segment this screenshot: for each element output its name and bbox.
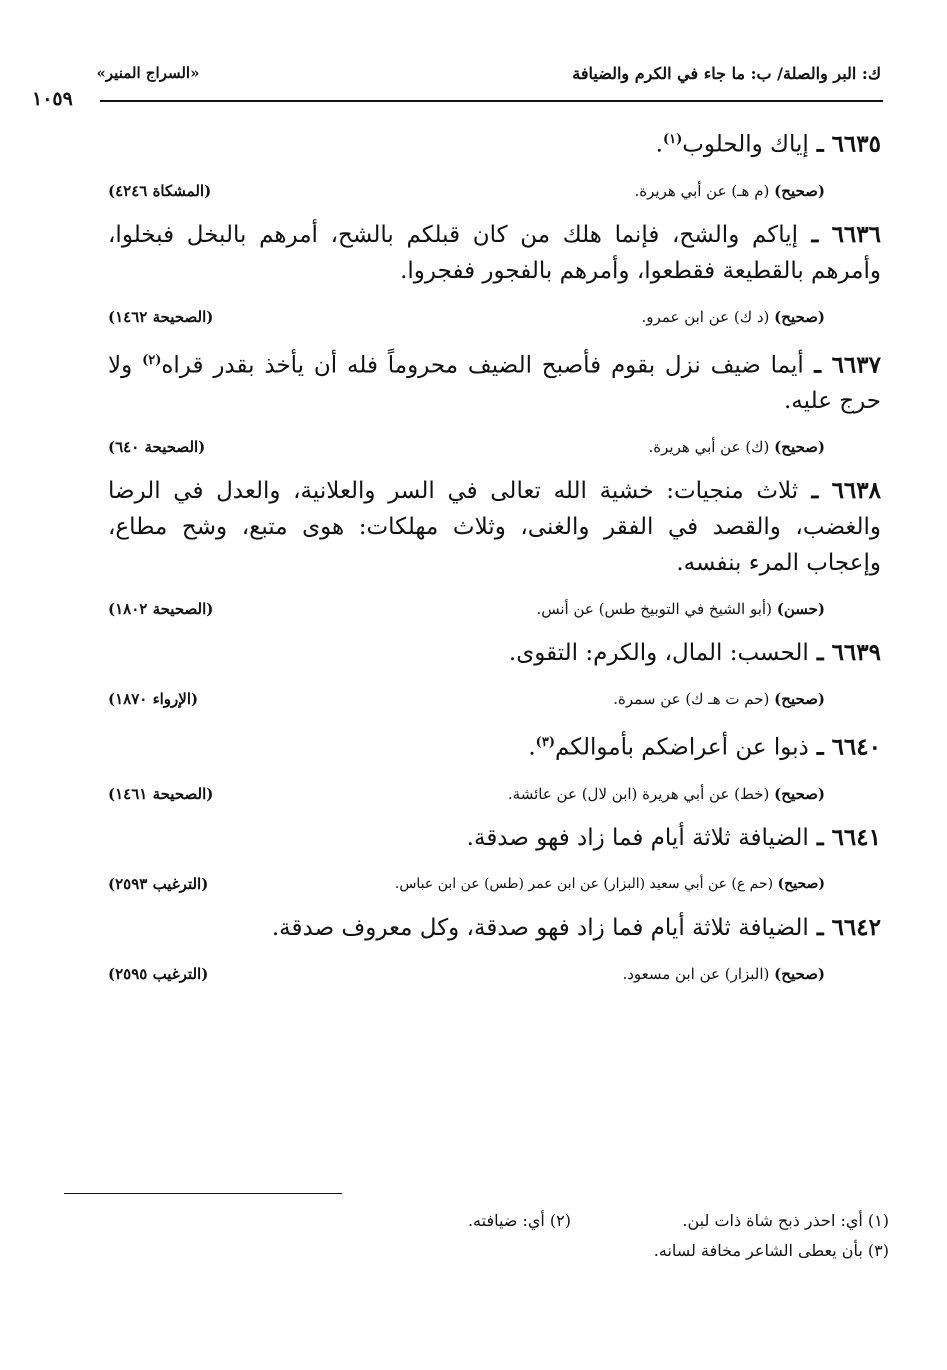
hadith-source: (د ك) عن ابن عمرو. <box>641 307 770 326</box>
page-number: ١٠٥٩ <box>32 88 73 110</box>
hadith-source: (أبو الشيخ في التوبيخ طس) عن أنس. <box>536 600 772 619</box>
hadith-number: ٦٦٤٢ <box>831 913 881 941</box>
hadith-grade: (صحيح) <box>774 307 825 326</box>
hadith-entry: ٦٦٣٩ ـ الحسب: المال، والكرم: التقوى. <box>508 639 881 667</box>
source-line <box>108 303 881 331</box>
running-header-book-title: «السراج المنير» <box>96 64 200 82</box>
hadith-grade: (حسن) <box>776 600 825 619</box>
hadith-source: (البزار) عن ابن مسعود. <box>622 964 770 983</box>
hadith-reference: (الترغيب ٢٥٩٣) <box>108 874 209 893</box>
hadith-grade: (صحيح) <box>774 181 825 200</box>
hadith-text: ذبوا عن أعراضكم بأموالكم <box>554 734 809 761</box>
hadith-list <box>108 122 881 1000</box>
footnote-2: (٢) أي: ضيافته. <box>467 1211 571 1230</box>
footnote-marker: (١) <box>662 132 683 147</box>
hadith-number: ٦٦٣٥ <box>831 130 881 158</box>
hadith-reference: (الإرواء ١٨٧٠) <box>108 690 199 709</box>
hadith-source: (م هـ) عن أبي هريرة. <box>634 181 770 200</box>
hadith-text: إياك والحلوب <box>682 131 809 158</box>
footnote-marker: (٣) <box>535 735 555 751</box>
hadith-number: ٦٦٣٨ <box>831 477 881 505</box>
hadith-entry: ٦٦٣٧ ـ أيما ضيف نزل بقوم فأصبح الضيف محروماً فله أن يأخذ بقدر قراه$^{(٢)}$ ولا حرج عليه. <box>108 351 881 415</box>
source-line <box>108 780 881 808</box>
footnote-row <box>60 1206 889 1236</box>
hadith-text: أيما ضيف نزل بقوم فأصبح الضيف محروماً فله أن يأخذ بقدر قراه <box>161 352 804 379</box>
hadith-grade: (صحيح) <box>774 690 825 709</box>
source-line <box>108 433 881 461</box>
source-line <box>108 595 881 623</box>
hadith-text-tail: . <box>655 131 663 158</box>
hadith-reference: (الصحيحة ١٤٦٢) <box>108 307 214 326</box>
hadith-number: ٦٦٤٠ <box>831 733 881 761</box>
header-rule <box>100 100 883 102</box>
hadith-text: الضيافة ثلاثة أيام فما زاد فهو صدقة، وكل معروف صدقة. <box>271 914 809 941</box>
hadith-source: (حم ع) عن أبي سعيد (البزار) عن ابن عمر (طس) عن ابن عباس. <box>394 875 774 892</box>
hadith-number: ٦٦٣٦ <box>831 220 881 248</box>
hadith-reference: (الصحيحة ١٨٠٢) <box>108 600 214 619</box>
hadith-entry: ٦٦٤٢ ـ الضيافة ثلاثة أيام فما زاد فهو صدقة، وكل معروف صدقة. <box>271 913 881 941</box>
hadith-entry: ٦٦٣٨ ـ ثلاث منجيات: خشية الله تعالى في السر والعلانية، والعدل في الرضا والغضب، والقصد في الفقر والغنى، وثلاث مهلكات: هوى متبع، وشح مطاع، وإعجاب المرء بنفسه. <box>108 477 881 577</box>
hadith-entry: ٦٦٤١ ـ الضيافة ثلاثة أيام فما زاد فهو صدقة. <box>466 823 881 851</box>
hadith-entry: ٦٦٤٠ ـ ذبوا عن أعراضكم بأموالكم$^{(٣)}$. <box>528 733 881 761</box>
footnote-3: (٣) بأن يعطى الشاعر مخافة لسانه. <box>653 1241 889 1260</box>
hadith-grade: (صحيح) <box>777 875 825 892</box>
hadith-text: الضيافة ثلاثة أيام فما زاد فهو صدقة. <box>466 824 809 851</box>
hadith-number: ٦٦٣٧ <box>831 351 881 379</box>
hadith-text: ثلاث منجيات: خشية الله تعالى في السر والعلانية، والعدل في الرضا والغضب، والقصد في الفقر والغنى، وثلاث مهلكات: هوى متبع، وشح مطاع، وإعجاب المرء بنفسه. <box>108 478 881 577</box>
hadith-grade: (صحيح) <box>774 784 825 803</box>
hadith-source: (ك) عن أبي هريرة. <box>648 438 770 457</box>
source-line <box>108 177 881 205</box>
hadith-grade: (صحيح) <box>774 438 825 457</box>
hadith-reference: (المشكاة ٤٢٤٦) <box>108 181 212 200</box>
hadith-text: الحسب: المال، والكرم: التقوى. <box>508 640 809 667</box>
hadith-number: ٦٦٣٩ <box>831 639 881 667</box>
running-header-chapter: ك: البر والصلة/ ب: ما جاء في الكرم والضيافة <box>572 64 881 83</box>
hadith-text: إياكم والشح، فإنما هلك من كان قبلكم بالشح، أمرهم بالبخل فبخلوا، وأمرهم بالقطيعة فقطعوا، وأمرهم بالفجور ففجروا. <box>108 221 881 284</box>
footnote-1: (١) أي: احذر ذبح شاة ذات لبن. <box>682 1211 889 1230</box>
footnote-rule <box>64 1193 342 1194</box>
hadith-reference: (الصحيحة ١٤٦١) <box>108 784 214 803</box>
hadith-entry: ٦٦٣٦ ـ إياكم والشح، فإنما هلك من كان قبلكم بالشح، أمرهم بالبخل فبخلوا، وأمرهم بالقطيعة فقطعوا، وأمرهم بالفجور ففجروا. <box>108 220 881 284</box>
hadith-text-tail: . <box>528 734 536 761</box>
hadith-entry: ٦٦٣٥ ـ إياك والحلوب$^{(١)}$. <box>655 130 881 158</box>
hadith-reference: (الترغيب ٢٥٩٥) <box>108 964 209 983</box>
source-line <box>108 685 881 713</box>
hadith-source: (خط) عن أبي هريرة (ابن لال) عن عائشة. <box>507 784 770 803</box>
footnotes <box>60 1206 889 1266</box>
hadith-source: (حم ت هـ ك) عن سمرة. <box>613 690 770 709</box>
footnote-row <box>60 1236 889 1266</box>
hadith-text-tail: ولا حرج عليه. <box>108 352 881 415</box>
hadith-reference: (الصحيحة ٦٤٠) <box>108 438 206 457</box>
source-line <box>108 870 881 898</box>
hadith-grade: (صحيح) <box>774 964 825 983</box>
footnote-marker: (٢) <box>142 352 162 368</box>
hadith-number: ٦٦٤١ <box>831 823 881 851</box>
source-line <box>108 960 881 988</box>
